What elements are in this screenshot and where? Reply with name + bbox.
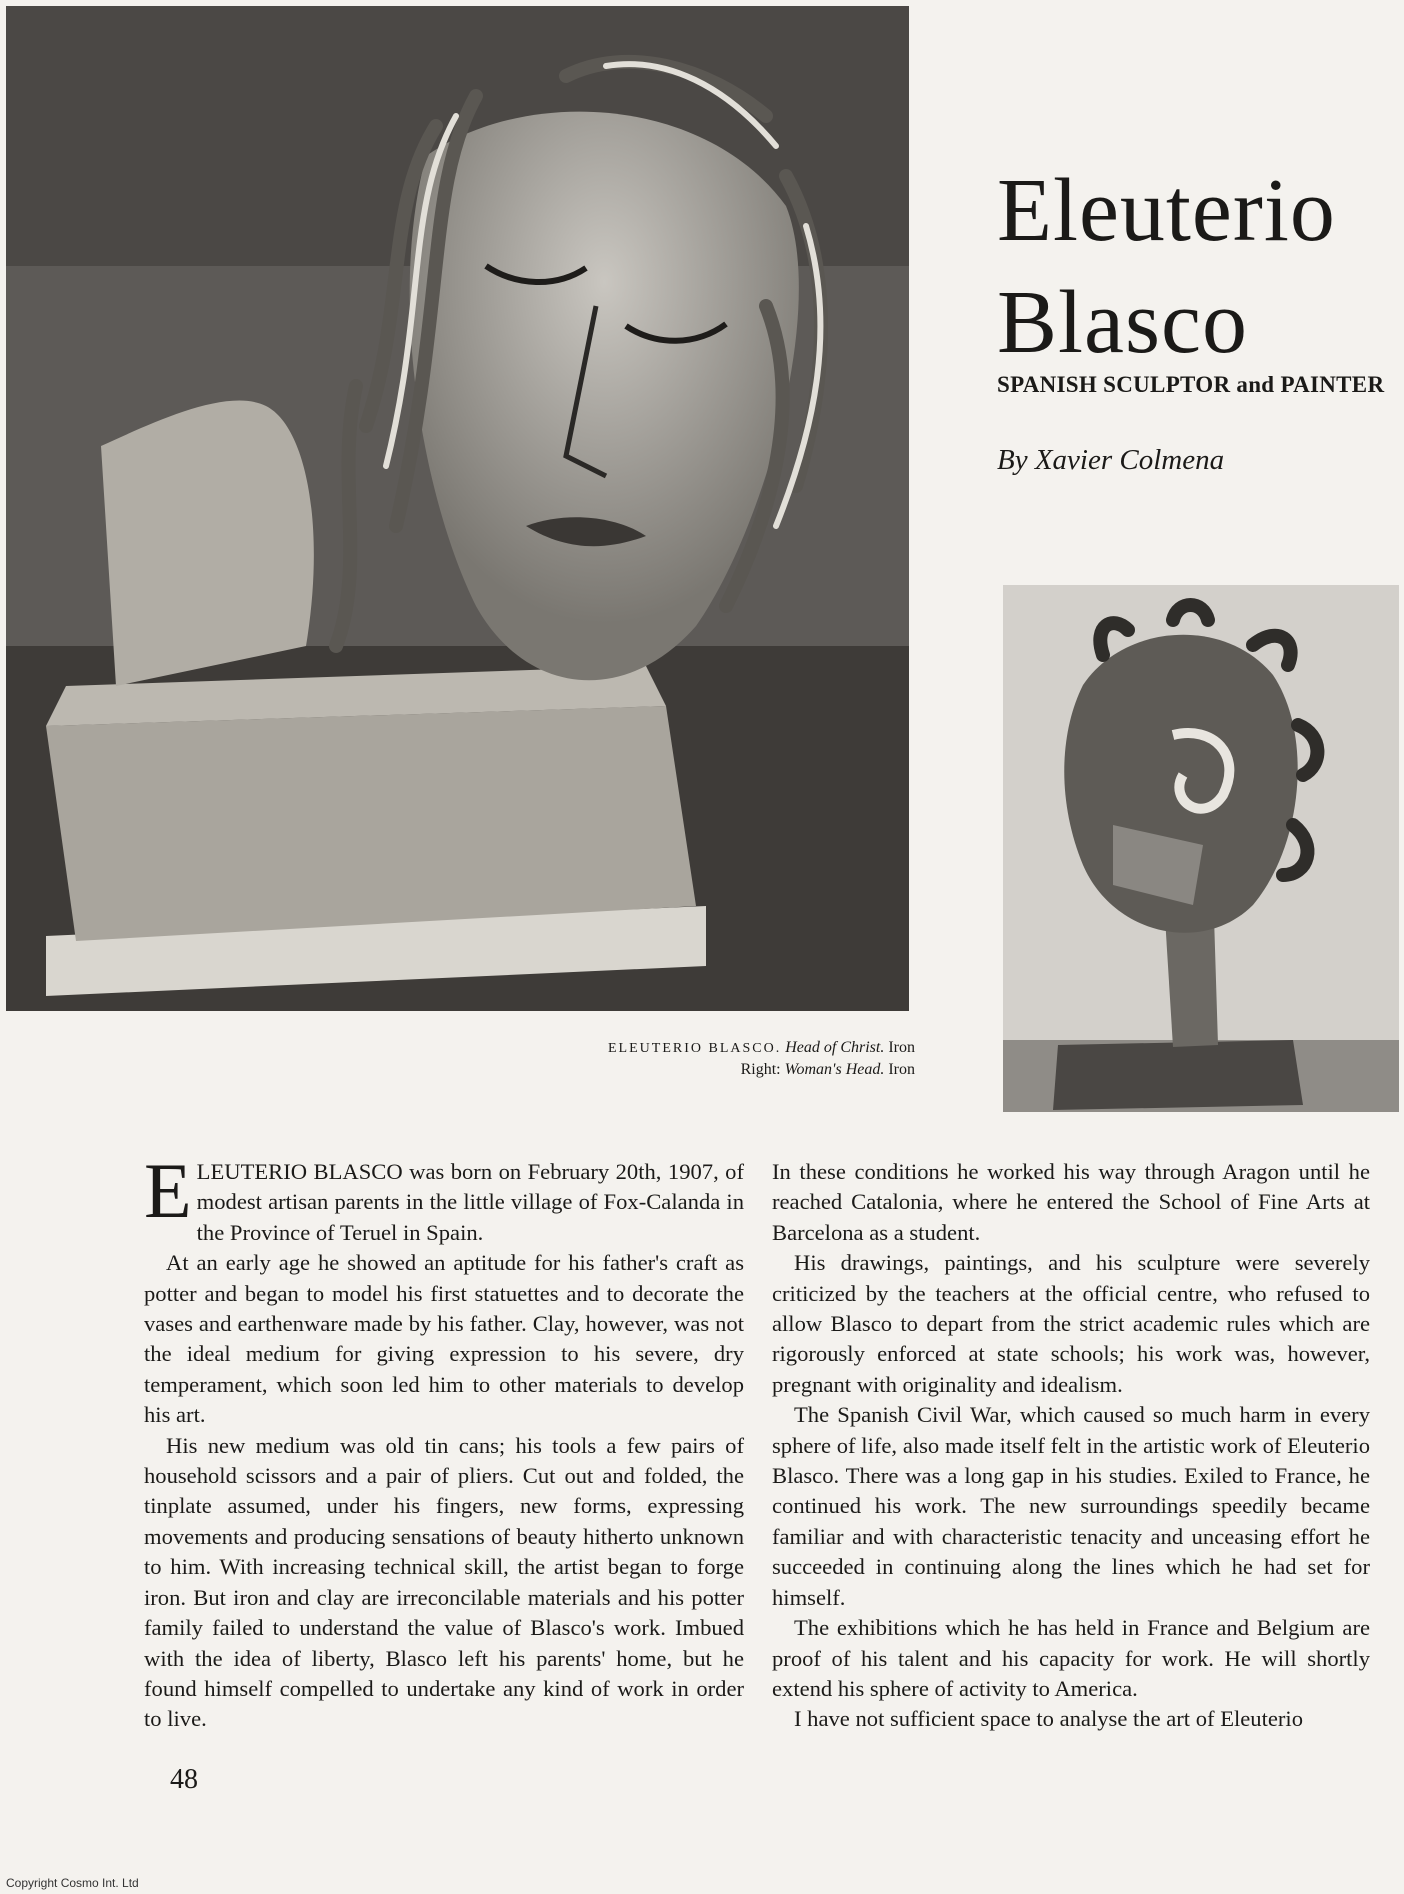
title-line-1: Eleuterio — [997, 161, 1336, 260]
paragraph-6: The Spanish Civil War, which caused so much harm in every sphere of life, also made itself felt in the artistic work of Eleuterio Blasco. There was a long gap in his studies. Exiled to France, he continued his work. The new surroundings speedily became familiar and with characteristic tenacity and unceasing effort he succeeded in continuing along the lines which he had set for himself. — [772, 1402, 1370, 1610]
paragraph-2: At an early age he showed an aptitude for his father's craft as potter and began to model his first statuettes and to decorate the vases and earthenware made by his father. Clay, however, was not the ideal medium for giving expression to his severe, dry temperament, which soon led him to other materials to develop his art. — [144, 1250, 744, 1428]
copyright-notice: Copyright Cosmo Int. Ltd — [6, 1876, 139, 1890]
article-title — [997, 155, 1397, 379]
body-column-left — [144, 1147, 744, 1735]
paragraph-1-text: LEUTERIO BLASCO was born on February 20th, 1907, of modest artisan parents in the little village of Fox-Calanda in the Province of Teruel in Spain. — [196, 1159, 744, 1245]
photo-caption — [480, 1037, 915, 1080]
caption-artist: ELEUTERIO BLASCO. — [608, 1041, 782, 1056]
photo-womans-head — [1003, 585, 1399, 1112]
drop-cap: E — [144, 1147, 192, 1234]
paragraph-3: His new medium was old tin cans; his tools a few pairs of household scissors and a pair of pliers. Cut out and folded, the tinplate assumed, under his fingers, new forms, expressing movements and producing sensations of beauty hitherto unknown to him. With increasing technical skill, the artist began to forge iron. But iron and clay are irreconcilable materials and his potter family failed to understand the value of Blasco's work. Imbued with the idea of liberty, Blasco left his parents' home, but he found himself compelled to undertake any kind of work in order to live. — [144, 1432, 744, 1732]
paragraph-5: His drawings, paintings, and his sculpture were severely criticized by the teachers at the official centre, who refused to allow Blasco to depart from the strict academic rules which are rigorously enforced at state schools; his work was, however, pregnant with originality and idealism. — [772, 1250, 1370, 1397]
article-subtitle: SPANISH SCULPTOR and PAINTER — [997, 372, 1385, 397]
sculpture-christ-illustration — [6, 6, 909, 1011]
caption-right-label: Right: — [740, 1061, 781, 1078]
body-column-right — [772, 1157, 1370, 1735]
caption-medium-1: Iron — [888, 1039, 915, 1056]
title-line-2: Blasco — [997, 273, 1248, 372]
paragraph-7: The exhibitions which he has held in France and Belgium are proof of his talent and his capacity for work. He will shortly extend his sphere of activity to America. — [772, 1615, 1370, 1701]
paragraph-8: I have not sufficient space to analyse the art of Eleuterio — [794, 1706, 1303, 1732]
page-number: 48 — [170, 1764, 198, 1795]
paragraph-1 — [144, 1147, 744, 1248]
sculpture-woman-illustration — [1003, 585, 1399, 1112]
photo-head-of-christ — [6, 6, 909, 1011]
paragraph-4: In these conditions he worked his way through Aragon until he reached Catalonia, where he entered the School of Fine Arts at Barcelona as a student. — [772, 1159, 1370, 1245]
caption-medium-2: Iron — [888, 1061, 915, 1078]
caption-work-2: Woman's Head. — [784, 1061, 885, 1078]
article-byline: By Xavier Colmena — [997, 444, 1225, 476]
caption-work-1: Head of Christ. — [785, 1039, 885, 1056]
